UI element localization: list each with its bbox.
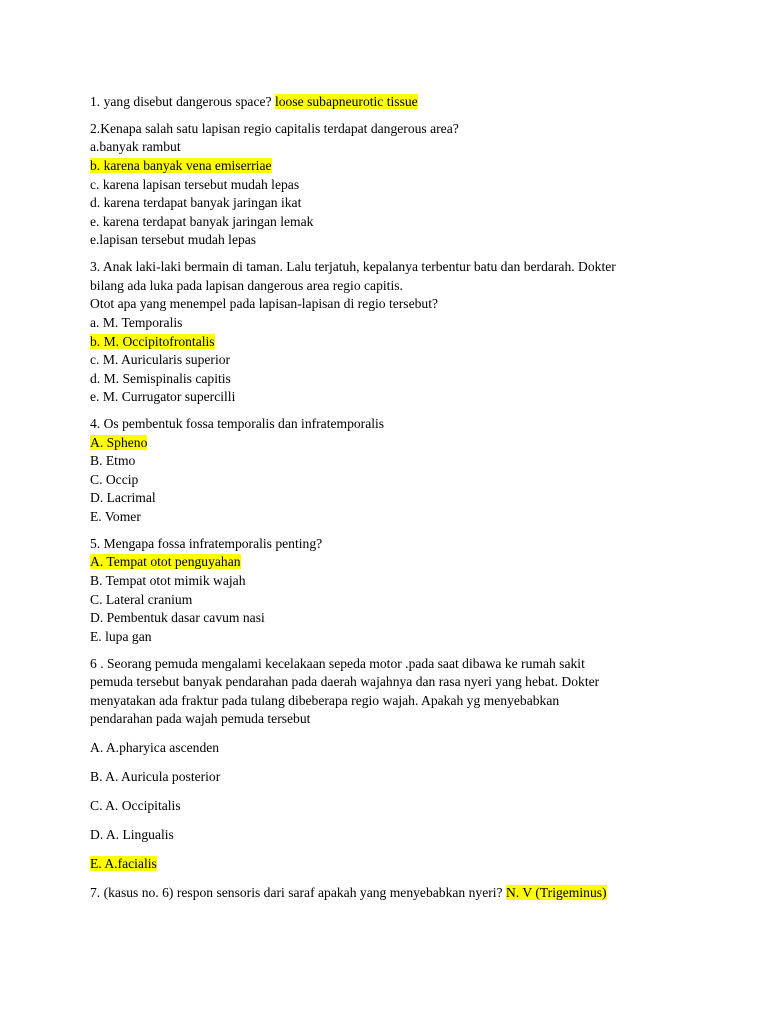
q1-answer-highlight: loose subapneurotic tissue — [274, 94, 418, 109]
q3-option-d: d. M. Semispinalis capitis — [90, 370, 231, 386]
q3-option-c: c. M. Auricularis superior — [90, 352, 231, 368]
q6-question-line-2: pemuda tersebut banyak pendarahan pada daerah wajahnya dan rasa nyeri yang hebat. Dokter — [90, 674, 600, 690]
q4-answer-highlight: A. Spheno — [90, 434, 148, 450]
q7-answer-highlight: N. V (Trigeminus) — [505, 885, 607, 901]
q5-option-c: C. Lateral cranium — [90, 591, 193, 607]
q3-question-line-3: Otot apa yang menempel pada lapisan-lapisan di regio tersebut? — [90, 296, 439, 312]
q5-option-b: B. Tempat otot mimik wajah — [90, 573, 246, 588]
q5-question: 5. Mengapa fossa infratemporalis penting? — [90, 535, 323, 551]
q3-question-line-1: 3. Anak laki-laki bermain di taman. Lalu terjatuh, kepalanya terbentur batu dan berdarah. Dokter — [90, 259, 616, 275]
q6-option-d: D. A. Lingualis — [90, 827, 174, 843]
q2-question: 2.Kenapa salah satu lapisan regio capitalis terdapat dangerous area? — [90, 120, 459, 136]
q7-question: 7. (kasus no. 6) respon sensoris dari saraf apakah yang menyebabkan nyeri? — [90, 885, 506, 901]
q4-option-a — [90, 434, 690, 453]
q2-option-a: a.banyak rambut — [90, 139, 181, 155]
q4-option-d: D. Lacrimal — [90, 490, 156, 506]
q2-option-b — [90, 157, 690, 176]
q1 — [90, 93, 690, 112]
quiz-document — [90, 93, 690, 903]
q7 — [90, 884, 690, 903]
q3-option-b — [90, 333, 690, 352]
q4-option-e: E. Vomer — [90, 509, 141, 525]
q3-option-a: a. M. Temporalis — [90, 314, 183, 330]
q5-option-d: D. Pembentuk dasar cavum nasi — [90, 610, 265, 626]
q6-option-e — [90, 855, 690, 874]
q2-option-e1: e. karena terdapat banyak jaringan lemak — [90, 213, 314, 229]
q5-option-e: E. lupa gan — [90, 628, 152, 644]
q4-option-b: B. Etmo — [90, 453, 136, 469]
q5-option-a — [90, 553, 690, 572]
q2-option-d: d. karena terdapat banyak jaringan ikat — [90, 195, 302, 211]
q3-question-line-2: bilang ada luka pada lapisan dangerous area regio capitis. — [90, 277, 403, 293]
q5-answer-highlight: A. Tempat otot penguyahan — [90, 554, 241, 570]
q6-option-b: B. A. Auricula posterior — [90, 769, 221, 785]
q6-question-line-1: 6 . Seorang pemuda mengalami kecelakaan sepeda motor .pada saat dibawa ke rumah sakit — [90, 655, 585, 671]
q6-answer-highlight: E. A.facialis — [90, 856, 157, 872]
q3-option-e: e. M. Currugator supercilli — [90, 389, 236, 405]
q1-question: 1. yang disebut dangerous space? — [90, 94, 275, 109]
q2-option-c: c. karena lapisan tersebut mudah lepas — [90, 176, 300, 192]
q4-option-c: C. Occip — [90, 471, 139, 487]
q4-question: 4. Os pembentuk fossa temporalis dan infratemporalis — [90, 416, 385, 432]
q2-answer-highlight: b. karena banyak vena emiserriae — [90, 157, 272, 173]
q6-option-c: C. A. Occipitalis — [90, 798, 181, 814]
q6-question-line-3: menyatakan ada fraktur pada tulang dibeberapa regio wajah. Apakah yg menyebabkan — [90, 692, 560, 708]
q6-option-a: A. A.pharyica ascenden — [90, 740, 220, 756]
q3-answer-highlight: b. M. Occipitofrontalis — [90, 333, 215, 349]
q6-question-line-4: pendarahan pada wajah pemuda tersebut — [90, 711, 311, 727]
q2-option-e2: e.lapisan tersebut mudah lepas — [90, 232, 257, 248]
